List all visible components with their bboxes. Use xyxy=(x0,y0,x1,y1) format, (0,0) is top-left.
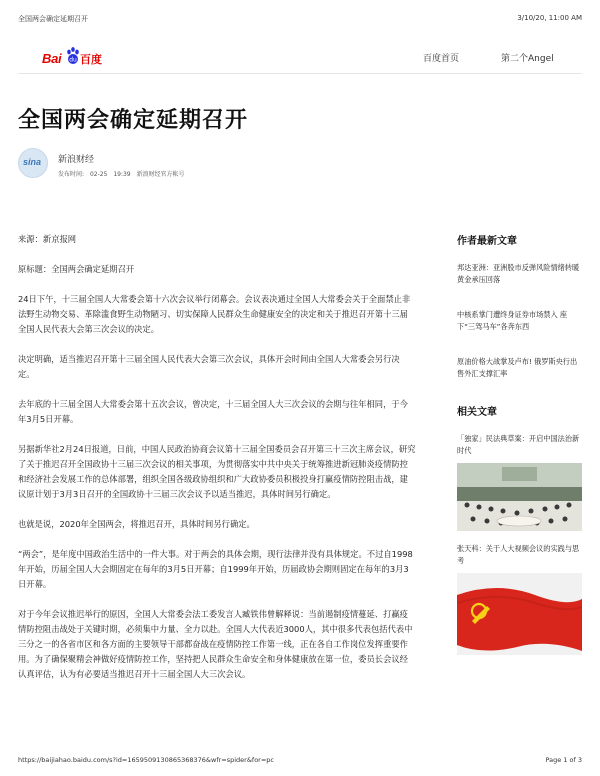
article-paragraph: “两会”，是年度中国政治生活中的一件大事。对于两会的具体会期，现行法律并没有具体规定。不过自1998年开始，历届全国人大会期固定在每年的3月5日开幕；自1999年开始，历届政协会期则固定在每年的3月3日开幕。 xyxy=(18,549,413,589)
nav-second-angel-link[interactable]: 第二个Angel xyxy=(501,54,554,64)
print-url: https://baijiahao.baidu.com/s?id=1659509130865368376&wfr=spider&for=pc xyxy=(18,756,274,764)
top-navbar xyxy=(18,44,582,74)
published-date: 02-25 xyxy=(89,171,108,178)
sidebar xyxy=(457,232,582,667)
latest-article-link[interactable]: 原油价格大战掌及卢布! 俄罗斯央行出售外汇支撑汇率 xyxy=(457,357,578,378)
article-body xyxy=(18,232,416,697)
article-paragraph: 24日下午，十三届全国人大常委会第十六次会议举行闭幕会。会议表决通过全国人大常委会关于全面禁止非法野生动物交易、革除滥食野生动物陋习、切实保障人民群众生命健康安全的决定和关于推迟召开第十三届全国人民代表大会第三次会议的决定。 xyxy=(18,294,411,334)
svg-text:du: du xyxy=(69,56,77,64)
article-paragraph: 决定明确，适当推迟召开第十三届全国人民代表大会第三次会议，具体开会时间由全国人大常委会另行决定。 xyxy=(18,354,400,379)
print-footer xyxy=(18,756,582,768)
article-paragraph: 原标题：全国两会确定延期召开 xyxy=(18,264,135,274)
article-paragraph: 去年底的十三届全国人大常委会第十五次会议，曾决定，十三届全国人大三次会议的会期与往年相同，于今年3月5日开幕。 xyxy=(18,399,408,424)
published-label: 发布时间: xyxy=(58,171,85,178)
author-name[interactable]: 新浪财经 xyxy=(58,155,95,165)
print-header xyxy=(18,14,582,26)
flag-illustration xyxy=(457,573,582,655)
print-page-title: 全国两会确定延期召开 xyxy=(18,15,88,23)
article-paragraph: 另据新华社2月24日报道，日前，中国人民政治协商会议第十三届全国委员会召开第三十三次主席会议，研究了关于推迟召开全国政协十三届三次会议的相关事项，为贯彻落实中共中央关于统筹推进新冠肺炎疫情防控和经济社会发展工作的总体部署，组织全国各级政协组织和广大政协委员积极投身打赢疫情防控阻击战，建议原计划于3月3日召开的全国政协十三届三次会议予以适当推迟，具体时间另行确定。 xyxy=(18,444,416,499)
page-number: Page 1 of 3 xyxy=(545,756,582,764)
published-time: 19:39 xyxy=(113,171,131,178)
author-avatar[interactable] xyxy=(18,148,48,178)
article-paragraph: 来源：新京报网 xyxy=(18,234,77,244)
article-headline: 全国两会确定延期召开 xyxy=(18,108,249,133)
latest-article-link[interactable]: 邦达亚洲：亚洲股市反弹风险情绪转暖 黄金承压回落 xyxy=(457,263,580,284)
article-paragraph: 对于今年会议推迟举行的原因，全国人大常委会法工委发言人臧铁伟曾解释说：当前遏制疫情蔓延、打赢疫情防控阻击战处于关键时期，必须集中力量、全力以赴。全国人大代表近3000人，其中很多代表包括代表中三分之一的各省市区和各方面的主要领导干部都奋战在疫情防控工作第一线，正在各自工作岗位发挥重要作用。为了确保聚精会神做好疫情防控工作，坚持把人民群众生命安全和身体健康放在第一位，委员长会议经认真评估，认为有必要适当推迟召开十三届全国人大三次会议。 xyxy=(18,609,413,679)
meeting-photo[interactable] xyxy=(457,463,582,531)
logo-du-text: 百度 xyxy=(80,53,102,66)
nav-baidu-home-link[interactable]: 百度首页 xyxy=(423,54,460,64)
article-paragraph: 也就是说，2020年全国两会，将推迟召开，具体时间另行确定。 xyxy=(18,519,255,529)
author-account: 新浪财经官方帐号 xyxy=(136,171,185,178)
sina-logo-text: sina xyxy=(23,157,42,167)
related-article-link[interactable]: 「独家」民法典草案：开启中国法治新时代 xyxy=(457,434,580,455)
related-article-link[interactable]: 张天科：关于人大视频会议的实践与思考 xyxy=(457,544,580,565)
latest-article-link[interactable]: 中核系掌门遭终身证券市场禁入 座下“三驾马车”各奔东西 xyxy=(457,310,568,331)
related-articles-heading: 相关文章 xyxy=(457,407,497,418)
meeting-photo-illustration xyxy=(457,463,582,531)
logo-bai-text: Bai xyxy=(42,51,62,66)
latest-articles-heading: 作者最新文章 xyxy=(457,236,517,247)
paw-icon xyxy=(65,46,81,66)
print-date: 3/10/20, 11:00 AM xyxy=(517,14,582,22)
baidu-logo[interactable] xyxy=(42,46,102,68)
author-meta xyxy=(58,169,189,178)
flag-photo[interactable] xyxy=(457,573,582,655)
